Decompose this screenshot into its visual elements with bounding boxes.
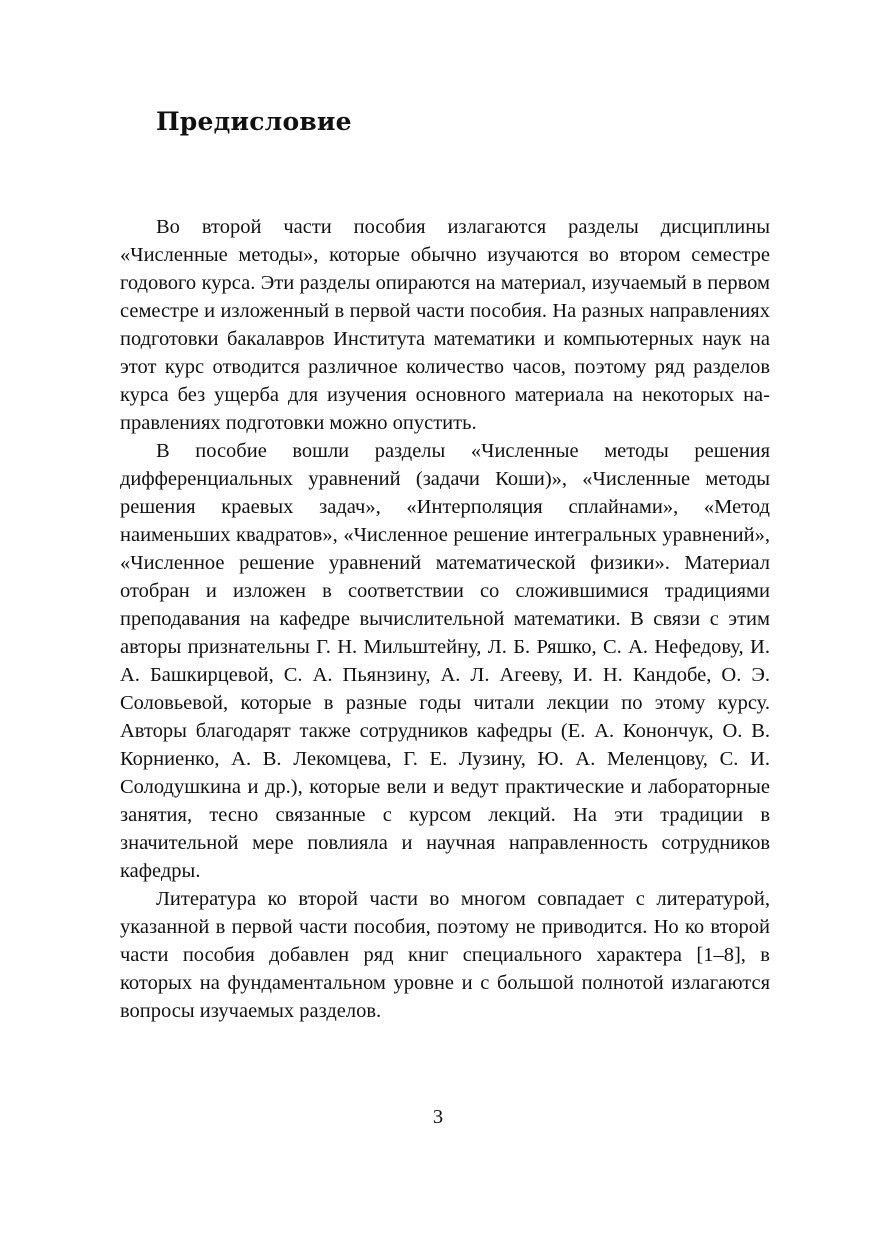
- body-text: [120, 213, 770, 1025]
- page-number: 3: [432, 1106, 444, 1128]
- paragraph-3: Литература ко второй части во многом совпадает с литературой, указанной в первой части пособия, поэтому не приводится. Но ко второй части пособия добавлен ряд книг специального характера [1–8], в которых на фундаментальном уровне и с большой полнотой излагаются вопросы изучаемых разделов.: [120, 888, 770, 1022]
- paragraph-1: Во второй части пособия излагаются разделы дисциплины «Численные методы», которые обычно изучаются во втором семестре годового курса. Эти разделы опираются на материал, изучаемый в первом семестре и изложенный в первой части пособия. На разных направлениях подготовки бакалавров Института математики и компьютерных наук на этот курс отводится различное количество часов, поэтому ряд разделов курса без ущерба для изучения основного материала на некоторых направлениях подготовки можно опустить.: [120, 216, 770, 434]
- page-title: Предисловие: [156, 107, 352, 136]
- paragraph-2: В пособие вошли разделы «Численные методы решения дифференциальных уравнений (задачи Коши)», «Численные методы решения краевых задач», «Интерполяция сплайнами», «Метод наименьших квадратов», «Численное решение интегральных уравнений», «Численное решение уравнений математической физики». Материал отобран и изложен в соответствии со сложившимися традициями преподавания на кафедре вычислительной математики. В связи с этим авторы признательны Г. Н. Мильштейну, Л. Б. Ряшко, С. А. Нефедову, И. А. Башкирцевой, С. А. Пьянзину, А. Л. Агееву, И. Н. Кандобе, О. Э. Соловьевой, которые в разные годы читали лекции по этому курсу. Авторы благодарят также сотрудников кафедры (Е. А. Конончук, О. В. Корниенко, А. В. Лекомцева, Г. Е. Лузину, Ю. А. Меленцову, С. И. Солодушкина и др.), которые вели и ведут практические и лабораторные занятия, тесно связанные с курсом лекций. На эти традиции в значительной мере повлияла и научная направленность сотрудников кафедры.: [120, 440, 770, 882]
